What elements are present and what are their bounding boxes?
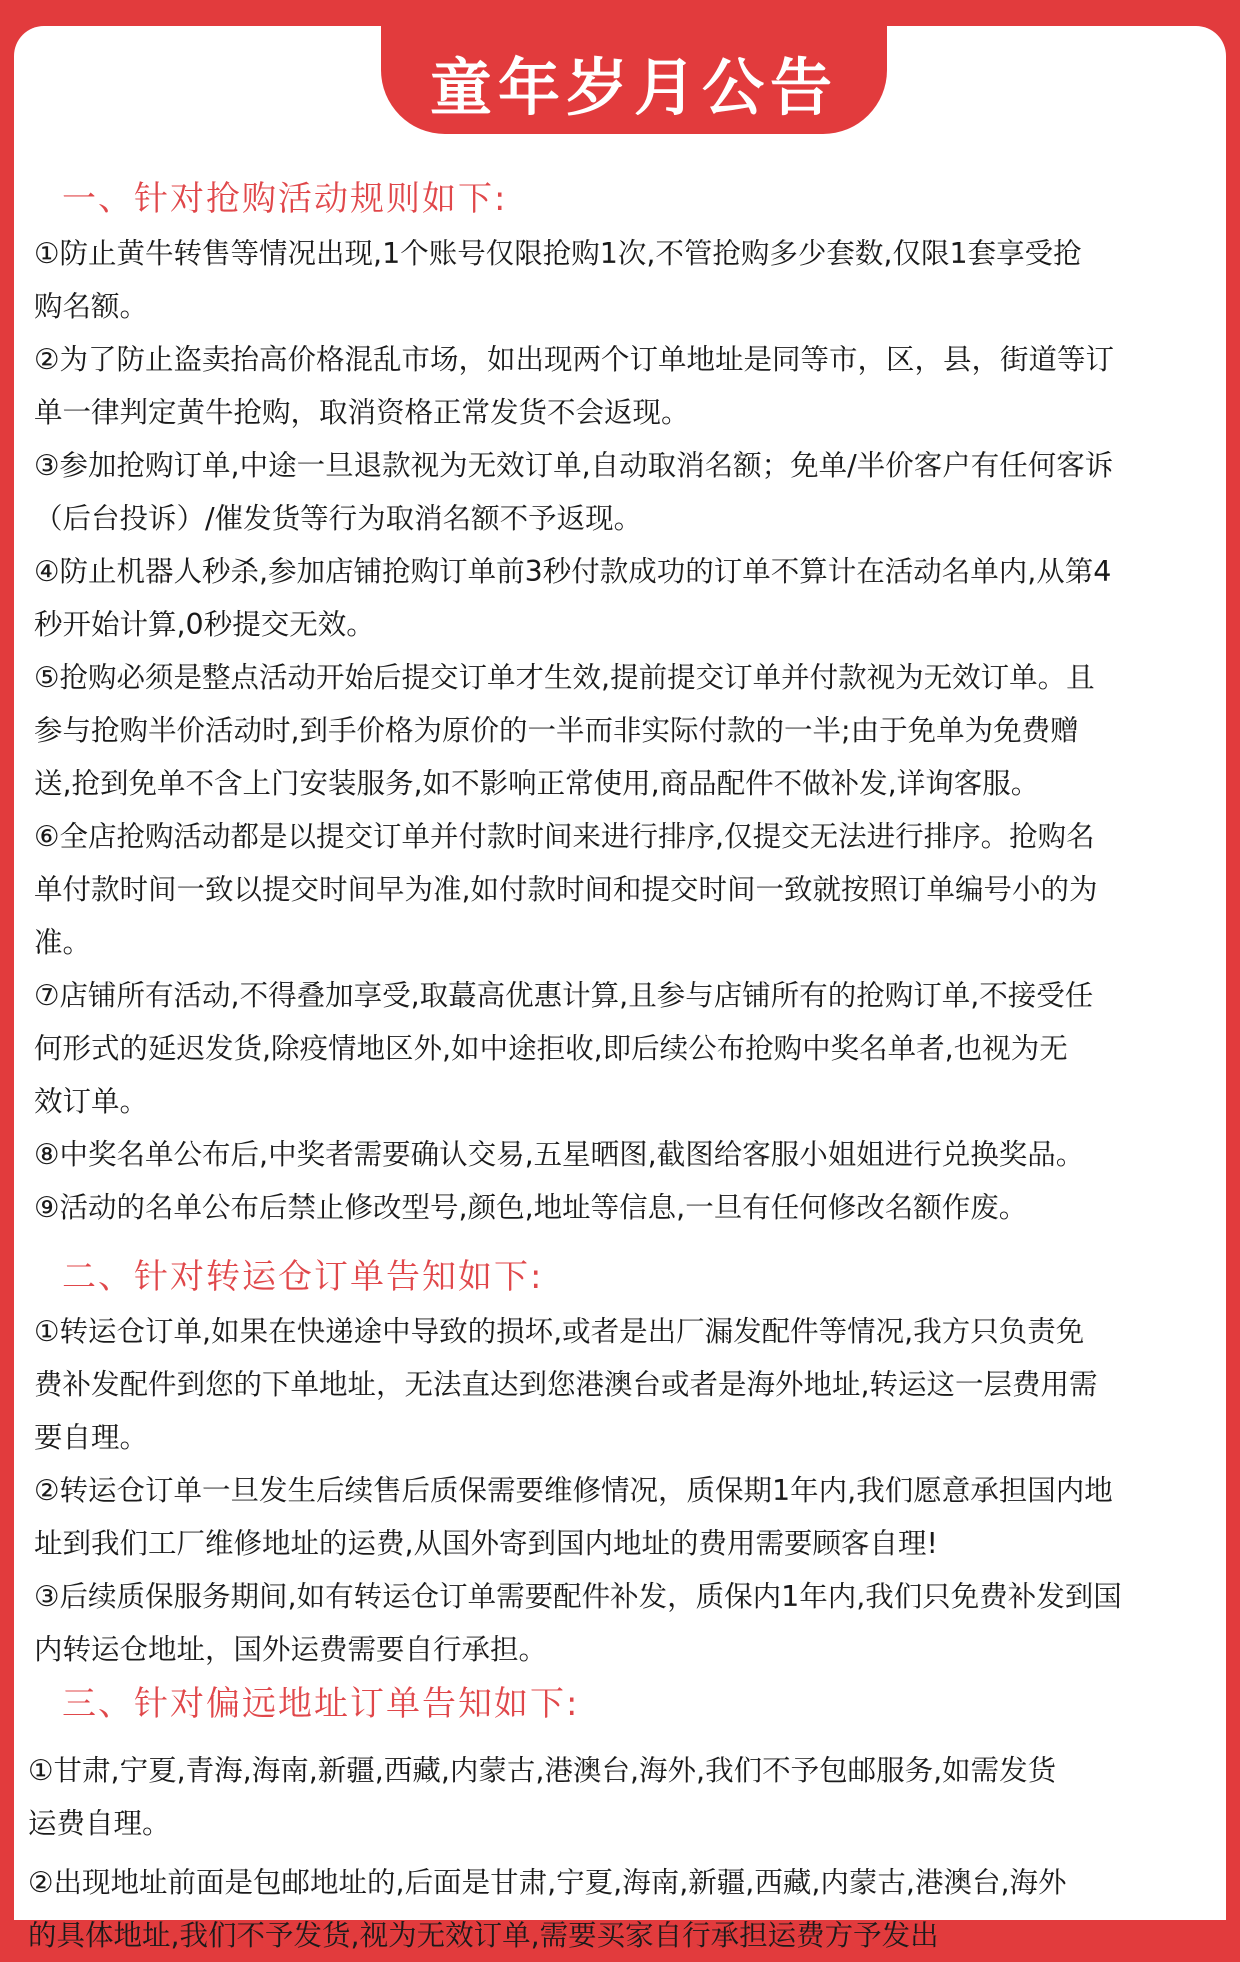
remote-item-2: ②出现地址前面是包邮地址的,后面是甘肃,宁夏,海南,新疆,西藏,内蒙古,港澳台,海外 的具体地址,我们不予发货,视为无效订单,需要买家自行承担运费方予发出 [28, 1866, 1067, 1952]
title-banner [381, 26, 887, 134]
rule-item-1: ①防止黄牛转售等情况出现,1个账号仅限抢购1次,不管抢购多少套数,仅限1套享受抢 购名额。 [34, 237, 1082, 323]
rule-item-2: ②为了防止盗卖抬高价格混乱市场，如出现两个订单地址是同等市，区，县，街道等订 单一律判定黄牛抢购，取消资格正常发货不会返现。 [34, 343, 1115, 429]
section-heading-2: 二、针对转运仓订单告知如下: [62, 1257, 544, 1297]
transit-item-3: ③后续质保服务期间,如有转运仓订单需要配件补发，质保内1年内,我们只免费补发到国 内转运仓地址，国外运费需要自行承担。 [34, 1580, 1122, 1666]
rule-item-8: ⑧中奖名单公布后,中奖者需要确认交易,五星晒图,截图给客服小姐姐进行兑换奖品。 [34, 1138, 1085, 1171]
transit-item-2: ②转运仓订单一旦发生后续售后质保需要维修情况，质保期1年内,我们愿意承担国内地 址到我们工厂维修地址的运费,从国外寄到国内地址的费用需要顾客自理! [34, 1474, 1113, 1560]
rule-item-4: ④防止机器人秒杀,参加店铺抢购订单前3秒付款成功的订单不算计在活动名单内,从第4 秒开始计算,0秒提交无效。 [34, 555, 1112, 641]
section-heading-3: 三、针对偏远地址订单告知如下: [62, 1684, 580, 1724]
transit-item-1: ①转运仓订单,如果在快递途中导致的损坏,或者是出厂漏发配件等情况,我方只负责免 费补发配件到您的下单地址，无法直达到您港澳台或者是海外地址,转运这一层费用需 要自理。 [34, 1315, 1098, 1454]
rule-item-3: ③参加抢购订单,中途一旦退款视为无效订单,自动取消名额；免单/半价客户有任何客诉 （后台投诉）/催发货等行为取消名额不予返现。 [34, 449, 1114, 535]
page-title: 童年岁月公告 [429, 50, 838, 124]
rule-item-6: ⑥全店抢购活动都是以提交订单并付款时间来进行排序,仅提交无法进行排序。抢购名 单付款时间一致以提交时间早为准,如付款时间和提交时间一致就按照订单编号小的为 准。 [34, 820, 1098, 959]
rule-item-5: ⑤抢购必须是整点活动开始后提交订单才生效,提前提交订单并付款视为无效订单。且 参与抢购半价活动时,到手价格为原价的一半而非实际付款的一半;由于免单为免费赠 送,抢到免单不含上门安装服务,如不影响正常使用,商品配件不做补发,详询客服。 [34, 661, 1095, 800]
rule-item-7: ⑦店铺所有活动,不得叠加享受,取蕞高优惠计算,且参与店铺所有的抢购订单,不接受任 何形式的延迟发货,除疫情地区外,如中途拒收,即后续公布抢购中奖名单者,也视为无 效订单。 [34, 979, 1094, 1118]
remote-item-1: ①甘肃,宁夏,青海,海南,新疆,西藏,内蒙古,港澳台,海外,我们不予包邮服务,如需发货 运费自理。 [28, 1754, 1057, 1840]
section-heading-1: 一、针对抢购活动规则如下: [62, 179, 508, 219]
notice-card [14, 26, 1226, 1952]
rule-item-9: ⑨活动的名单公布后禁止修改型号,颜色,地址等信息,一旦有任何修改名额作废。 [34, 1191, 1028, 1224]
